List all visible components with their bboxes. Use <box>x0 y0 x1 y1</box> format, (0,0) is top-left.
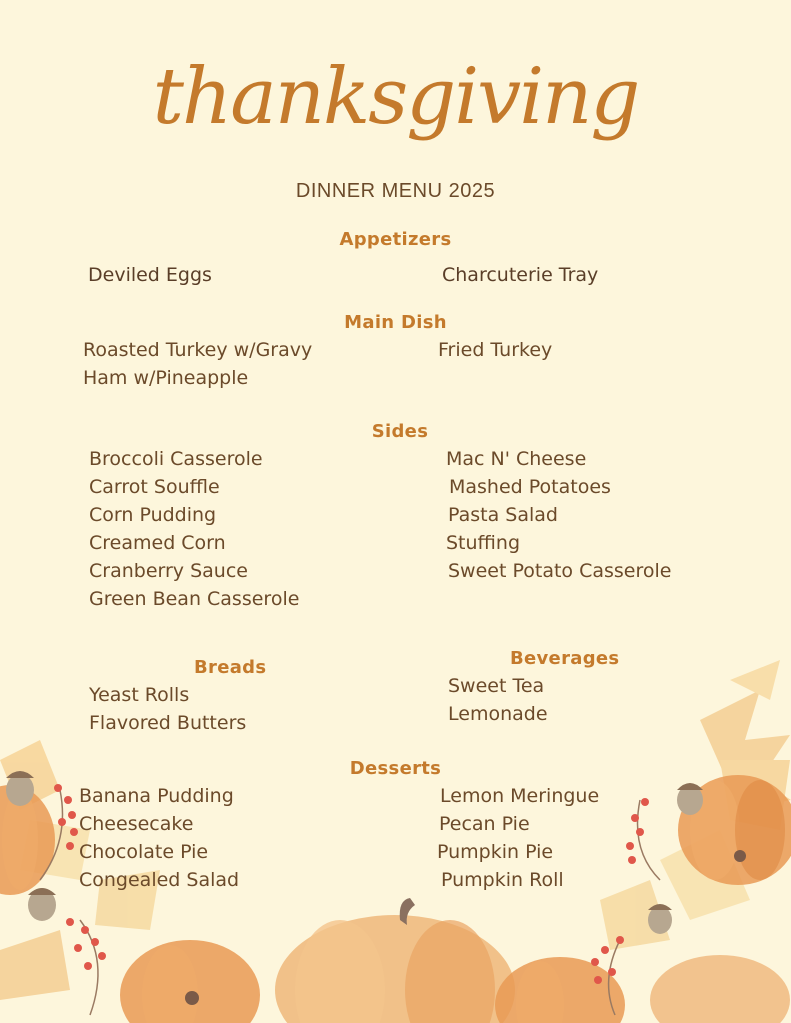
appetizers-heading: Appetizers <box>339 229 452 250</box>
list-item: Creamed Corn <box>89 532 226 554</box>
list-item: Lemon Meringue <box>440 785 600 807</box>
pumpkin-icon <box>495 957 625 1023</box>
menu-subtitle: DINNER MENU 2025 <box>295 180 496 202</box>
pumpkin-icon <box>650 955 790 1023</box>
list-item: Stuffing <box>446 532 521 554</box>
acorn-icon <box>648 904 672 934</box>
list-item: Mac N' Cheese <box>446 448 587 470</box>
menu-title: thanksgiving <box>152 52 639 142</box>
acorn-icon <box>28 888 56 921</box>
list-item: Cranberry Sauce <box>89 560 248 582</box>
list-item: Sweet Tea <box>448 675 545 697</box>
list-item: Fried Turkey <box>438 339 553 361</box>
list-item: Carrot Souffle <box>89 476 220 498</box>
list-item: Pasta Salad <box>448 504 558 526</box>
list-item: Corn Pudding <box>89 504 217 526</box>
list-item: Pecan Pie <box>439 813 530 835</box>
list-item: Lemonade <box>448 703 548 725</box>
list-item: Banana Pudding <box>79 785 234 807</box>
main-dish-heading: Main Dish <box>344 312 447 333</box>
list-item: Roasted Turkey w/Gravy <box>83 339 313 361</box>
list-item: Broccoli Casserole <box>89 448 263 470</box>
list-item: Chocolate Pie <box>79 841 209 863</box>
desserts-heading: Desserts <box>349 758 442 779</box>
list-item: Ham w/Pineapple <box>83 367 249 389</box>
list-item: Charcuterie Tray <box>442 264 599 286</box>
sides-heading: Sides <box>371 421 429 442</box>
list-item: Pumpkin Roll <box>441 869 564 891</box>
list-item: Cheesecake <box>79 813 194 835</box>
list-item: Mashed Potatoes <box>449 476 611 498</box>
list-item: Deviled Eggs <box>88 264 212 286</box>
list-item: Sweet Potato Casserole <box>448 560 672 582</box>
acorn-icon <box>677 783 703 815</box>
beverages-heading: Beverages <box>510 648 620 669</box>
pumpkin-icon <box>275 898 515 1023</box>
list-item: Green Bean Casserole <box>89 588 300 610</box>
pumpkin-icon <box>120 940 260 1023</box>
list-item: Flavored Butters <box>89 712 247 734</box>
berry-sprig-icon <box>66 918 106 1015</box>
berry-sprig-icon <box>626 798 660 880</box>
list-item: Yeast Rolls <box>89 684 190 706</box>
list-item: Congealed Salad <box>79 869 240 891</box>
breads-heading: Breads <box>194 657 267 678</box>
list-item: Pumpkin Pie <box>437 841 554 863</box>
